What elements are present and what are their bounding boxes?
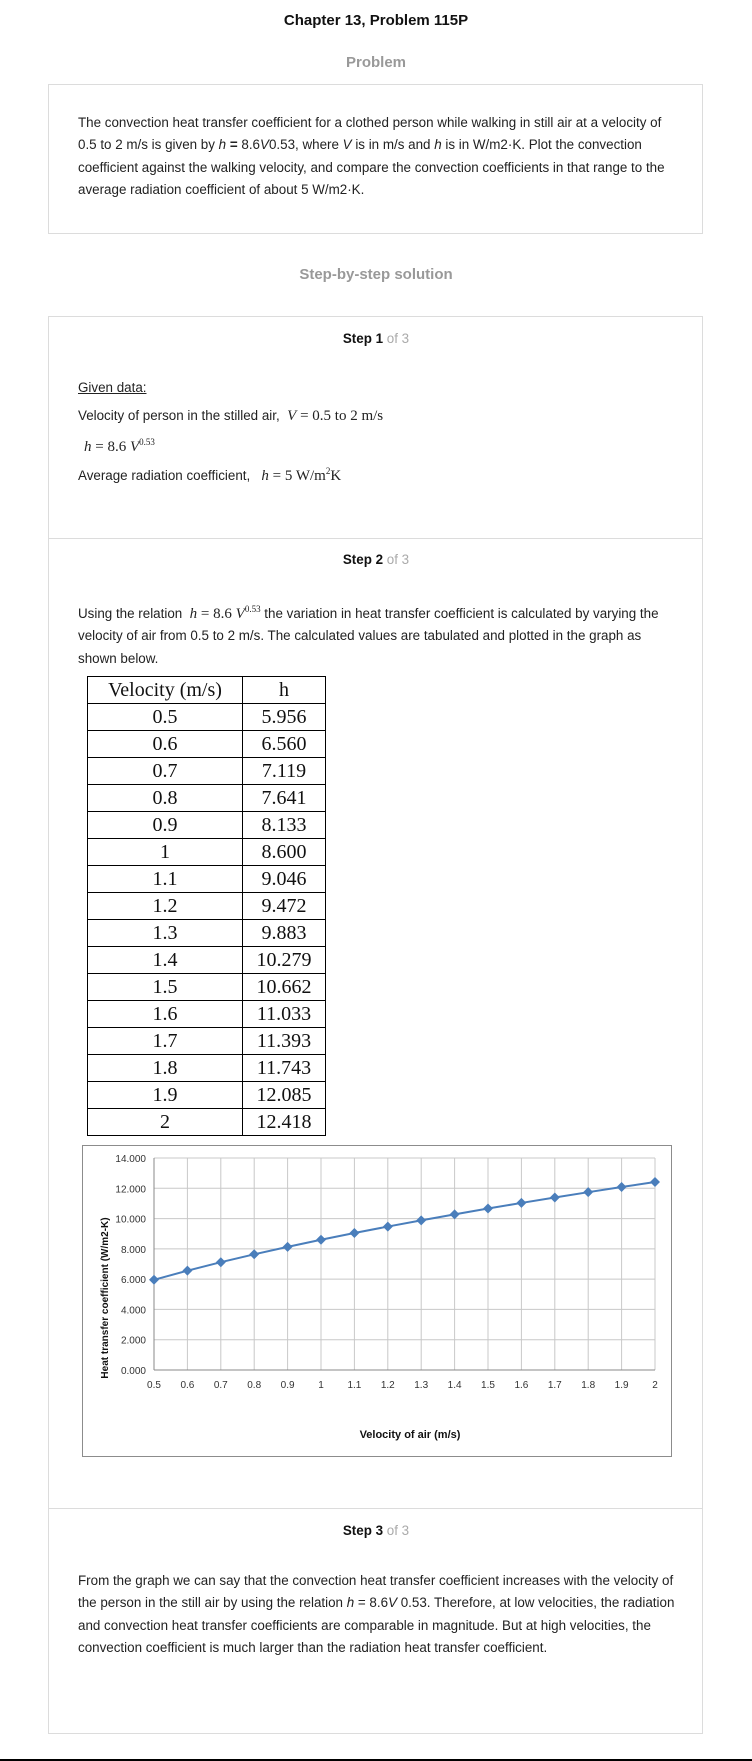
velocity-cell: 0.9 — [88, 812, 243, 839]
velocity-cell: 1.6 — [88, 1001, 243, 1028]
h-cell: 9.472 — [243, 893, 326, 920]
data-point — [216, 1257, 226, 1267]
chart-svg — [83, 1146, 671, 1456]
problem-heading: Problem — [345, 54, 406, 71]
h-cell: 11.743 — [243, 1055, 326, 1082]
step-3-title: Step 3 of 3 — [342, 1523, 410, 1538]
data-point — [416, 1215, 426, 1225]
h-cell: 11.393 — [243, 1028, 326, 1055]
velocity-cell: 2 — [88, 1109, 243, 1136]
h-cell: 10.279 — [243, 947, 326, 974]
h-equation: h = 8.6 $V^{0.53}$ — [84, 437, 155, 455]
series-line — [154, 1182, 655, 1280]
x-tick-label: 1.2 — [380, 1380, 395, 1391]
velocity-line: Velocity of person in the stilled air, V = 0.5 to 2 m/s — [78, 408, 384, 424]
y-tick-label: 14.000 — [115, 1154, 146, 1165]
x-tick-label: 1.8 — [581, 1380, 596, 1391]
table-row — [88, 947, 326, 974]
velocity-cell: 1.8 — [88, 1055, 243, 1082]
h-cell: 5.956 — [243, 704, 326, 731]
data-point — [316, 1235, 326, 1245]
y-tick-label: 2.000 — [120, 1335, 146, 1347]
step-2-title: Step 2 of 3 — [342, 552, 410, 567]
table-row — [88, 974, 326, 1001]
h-cell: 9.046 — [243, 866, 326, 893]
data-point — [617, 1182, 627, 1192]
data-point — [383, 1222, 393, 1232]
data-point — [283, 1242, 293, 1252]
velocity-cell: 0.5 — [88, 704, 243, 731]
h-cell: 10.662 — [243, 974, 326, 1001]
data-point — [249, 1249, 259, 1259]
table-row — [88, 1001, 326, 1028]
velocity-cell: 1.9 — [88, 1082, 243, 1109]
table-row — [88, 785, 326, 812]
velocity-cell: 0.8 — [88, 785, 243, 812]
velocity-cell: 1.2 — [88, 893, 243, 920]
h-cell: 8.133 — [243, 812, 326, 839]
y-tick-label: 8.000 — [120, 1244, 146, 1256]
radiation-line: Average radiation coefficient, h = 5 $W/m^2K$ — [78, 466, 342, 484]
table-row — [88, 1109, 326, 1136]
step-2-text: Using the relation h = 8.6 $V^{0.53}$ the variation in heat transfer coefficient is calculated by varying the velocity of air from 0.5 to 2 m/s. The calculated values are tabulated and plotted in the graph as shown below. — [78, 604, 659, 666]
h-cell: 6.560 — [243, 731, 326, 758]
y-tick-label: 12.000 — [115, 1184, 146, 1196]
h-cell: 12.085 — [243, 1082, 326, 1109]
x-tick-label: 0.8 — [247, 1380, 262, 1391]
table-header-row — [88, 677, 326, 704]
step-divider — [48, 1508, 703, 1509]
velocity-cell: 1.4 — [88, 947, 243, 974]
x-tick-label: 1.7 — [547, 1380, 562, 1391]
data-point — [149, 1275, 159, 1285]
table-row — [88, 1082, 326, 1109]
y-tick-label: 4.000 — [120, 1305, 146, 1317]
chart — [82, 1145, 672, 1457]
data-point — [516, 1198, 526, 1208]
h-cell: 12.418 — [243, 1109, 326, 1136]
velocity-cell: 1.1 — [88, 866, 243, 893]
y-tick-label: 10.000 — [115, 1214, 146, 1226]
data-point — [450, 1209, 460, 1219]
given-data-label: Given data: — [78, 380, 147, 395]
x-tick-label: 1 — [318, 1380, 324, 1391]
velocity-cell: 1 — [88, 839, 243, 866]
table-header: Velocity (m/s) — [88, 677, 243, 704]
page-title: Chapter 13, Problem 115P — [283, 12, 469, 29]
data-point — [650, 1177, 660, 1187]
data-point — [349, 1228, 359, 1238]
table-row — [88, 731, 326, 758]
table-row — [88, 812, 326, 839]
table-row — [88, 893, 326, 920]
h-cell: 9.883 — [243, 920, 326, 947]
table-row — [88, 1028, 326, 1055]
x-tick-label: 1.4 — [447, 1380, 462, 1391]
table-row — [88, 1055, 326, 1082]
x-tick-label: 1.1 — [347, 1380, 362, 1391]
step-3-text: From the graph we can say that the convection heat transfer coefficient increases with the velocity of the person in the still air by using the relation h = 8.6V 0.53. Therefore, at low velocities, the radiation and convection heat transfer coefficients are comparable in magnitude. But at high velocities, the convection coefficient is much larger than the radiation heat transfer coefficient. — [78, 1573, 675, 1655]
velocity-cell: 0.7 — [88, 758, 243, 785]
h-cell: 7.119 — [243, 758, 326, 785]
table-row — [88, 704, 326, 731]
velocity-cell: 0.6 — [88, 731, 243, 758]
solution-heading: Step-by-step solution — [299, 266, 453, 283]
velocity-h-table — [87, 676, 326, 1136]
x-tick-label: 1.6 — [514, 1380, 529, 1391]
step-1-title: Step 1 of 3 — [342, 331, 410, 346]
x-tick-label: 0.5 — [147, 1380, 161, 1391]
problem-text: The convection heat transfer coefficient for a clothed person while walking in still air at a velocity of 0.5 to 2 m/s is given by h = 8.6V0.53, where V is in m/s and h is in W/m2·K. Plot the convection coefficient against the walking velocity, and compare the convection coefficients in that range to the average radiation coefficient of about 5 W/m2·K. — [78, 115, 665, 197]
y-tick-label: 6.000 — [120, 1275, 146, 1287]
step-divider — [48, 538, 703, 539]
x-tick-label: 0.9 — [280, 1380, 295, 1391]
y-tick-label: 0.000 — [120, 1366, 146, 1377]
velocity-cell: 1.7 — [88, 1028, 243, 1055]
x-tick-label: 1.3 — [414, 1380, 429, 1391]
velocity-cell: 1.5 — [88, 974, 243, 1001]
h-cell: 7.641 — [243, 785, 326, 812]
h-cell: 11.033 — [243, 1001, 326, 1028]
table-row — [88, 758, 326, 785]
data-point — [182, 1266, 192, 1276]
x-axis-label: Velocity of air (m/s) — [359, 1429, 461, 1441]
x-tick-label: 1.9 — [614, 1380, 629, 1391]
table-header: h — [243, 677, 326, 704]
x-tick-label: 2 — [652, 1380, 658, 1391]
table-row — [88, 866, 326, 893]
velocity-cell: 1.3 — [88, 920, 243, 947]
x-tick-label: 0.7 — [213, 1380, 228, 1391]
h-cell: 8.600 — [243, 839, 326, 866]
table-row — [88, 839, 326, 866]
data-point — [550, 1192, 560, 1202]
data-point — [483, 1204, 493, 1214]
x-tick-label: 1.5 — [481, 1380, 495, 1391]
y-axis-label: Heat transfer coefficient (W/m2-K) — [100, 1217, 111, 1379]
x-tick-label: 0.6 — [180, 1380, 195, 1391]
table-row — [88, 920, 326, 947]
